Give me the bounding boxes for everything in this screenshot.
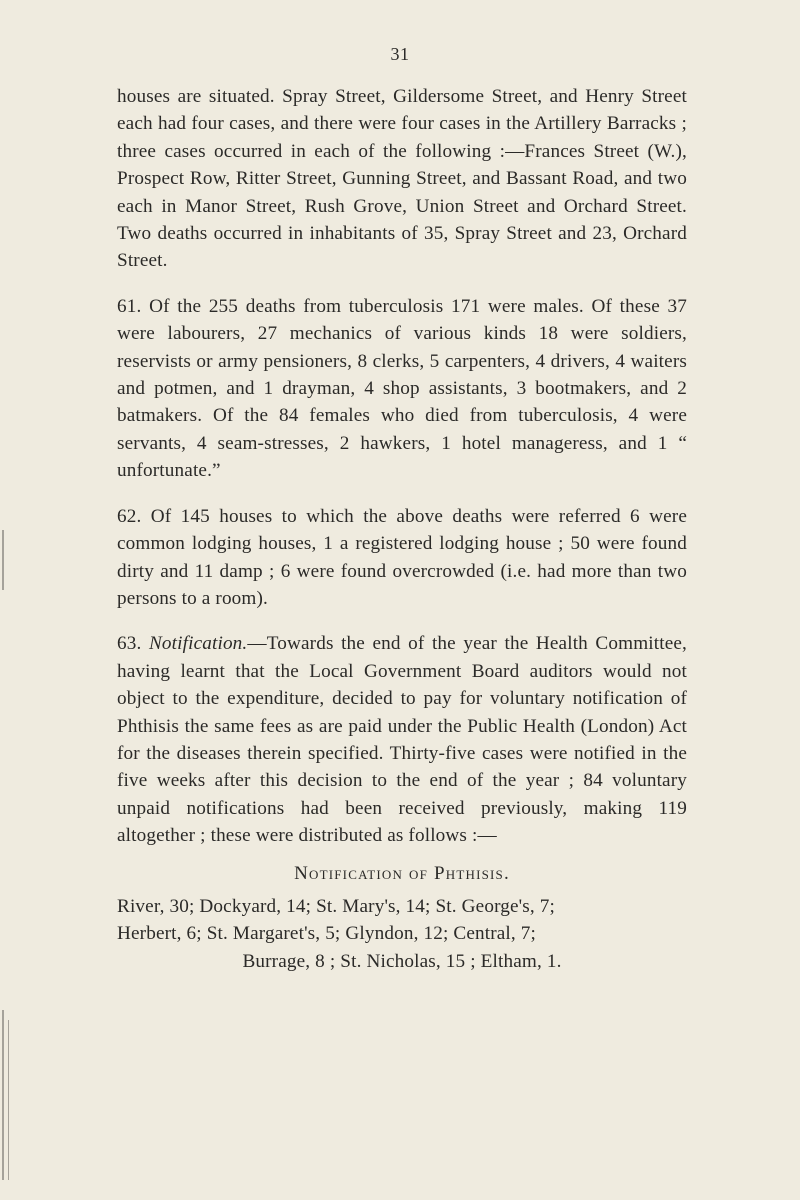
- distribution-line-3: Burrage, 8 ; St. Nicholas, 15 ; Eltham, 1.: [242, 950, 562, 972]
- scan-mark-left-1: [2, 530, 4, 590]
- paragraph-63-number: 63.: [117, 633, 142, 655]
- paragraph-63: [117, 630, 687, 849]
- scan-mark-left-3: [8, 1020, 9, 1180]
- paragraph-63-title: Notification.: [148, 633, 248, 655]
- distribution-line-2: Herbert, 6; St. Margaret's, 5; Glyndon, 12; Central, 7;: [117, 923, 537, 945]
- paragraph-61: 61. Of the 255 deaths from tuberculosis 171 were males. Of these 37 were labourers, 27 mechanics of various kinds 18 were soldiers, reservists or army pensioners, 8 clerks, 5 carpenters, 4 drivers, 4 waiters and potmen, and 1 drayman, 4 shop assistants, 3 bootmakers, and 2 batmakers. Of the 84 females who died from tuberculosis, 4 were servants, 4 seam-stresses, 2 hawkers, 1 hotel manageress, and 1 “ unfortunate.”: [117, 295, 687, 482]
- body-text: [117, 83, 687, 975]
- distribution-line-1: River, 30; Dockyard, 14; St. Mary's, 14; St. George's, 7;: [117, 895, 556, 917]
- paragraph-63-body: —Towards the end of the year the Health Committee, having learnt that the Local Government Board auditors would not object to the expenditure, decided to pay for voluntary notification of Phthisis the same fees as are paid under the Public Health (London) Act for the diseases therein specified. Thirty-five cases were notified in the five weeks after this decision to the end of the year ; 84 voluntary unpaid notifications had been received previously, making 119 altogether ; these were distributed as follows :—: [117, 633, 687, 847]
- page-number: 31: [390, 44, 410, 64]
- paragraph-continued: houses are situated. Spray Street, Gildersome Street, and Henry Street each had four cases, and there were four cases in the Artillery Barracks ; three cases occurred in each of the following :—Frances Street (W.), Prospect Row, Ritter Street, Gunning Street, and Bassant Road, and two each in Manor Street, Rush Grove, Union Street and Orchard Street. Two deaths occurred in inhabitants of 35, Spray Street and 23, Orchard Street.: [117, 86, 687, 272]
- scan-mark-left-2: [2, 1010, 4, 1180]
- paragraph-62: 62. Of 145 houses to which the above deaths were referred 6 were common lodging houses, 1 a registered lodging house ; 50 were found dirty and 11 damp ; 6 were found overcrowded (i.e. had more than two persons to a room).: [117, 505, 687, 609]
- notification-heading: Notification of Phthisis.: [294, 862, 510, 884]
